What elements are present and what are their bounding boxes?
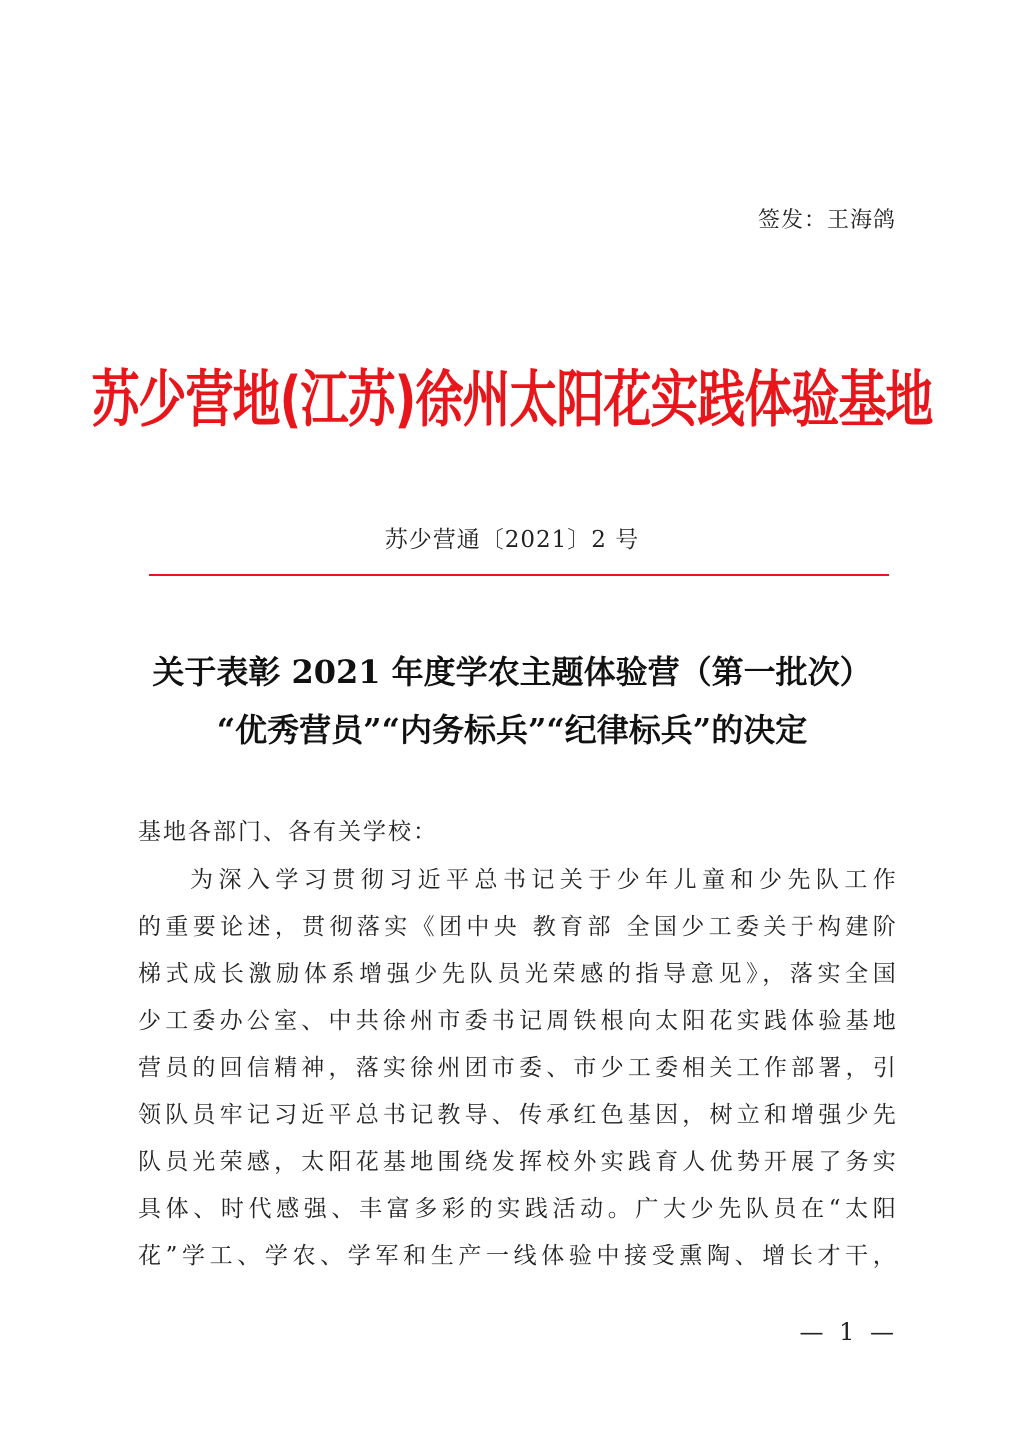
document-number: 苏少营通〔2021〕2 号 — [384, 527, 640, 553]
body-text — [138, 857, 898, 1280]
salutation: 基地各部门、各有关学校： — [138, 819, 438, 845]
body-line: 少工委办公室、中共徐州市委书记周铁根向太阳花实践体验基地 — [138, 1008, 898, 1034]
signer: 签发：王海鸽 — [757, 208, 896, 233]
document-title — [0, 643, 1024, 759]
body-line: 为深入学习贯彻习近平总书记关于少年儿童和少先队工作 — [190, 867, 898, 893]
body-line: 营员的回信精神，落实徐州团市委、市少工委相关工作部署，引 — [138, 1055, 898, 1081]
page-number: — 1 — — [799, 1318, 898, 1346]
body-line: 的重要论述，贯彻落实《团中央 教育部 全国少工委关于构建阶 — [138, 914, 898, 940]
title-line-1: 关于表彰 2021 年度学农主题体验营（第一批次） — [152, 653, 872, 691]
body-line: 梯式成长激励体系增强少先队员光荣感的指导意见》，落实全国 — [138, 961, 898, 987]
body-line: 领队员牢记习近平总书记教导、传承红色基因，树立和增强少先 — [138, 1102, 898, 1128]
title-line-2: “优秀营员”“内务标兵”“纪律标兵”的决定 — [216, 711, 808, 749]
body-line: 具体、时代感强、丰富多彩的实践活动。广大少先队员在“太阳 — [138, 1196, 898, 1222]
org-header: 苏少营地(江苏)徐州太阳花实践体验基地 — [91, 364, 933, 436]
red-divider-line — [149, 574, 889, 576]
body-line: 花”学工、学农、学军和生产一线体验中接受熏陶、增长才干， — [138, 1243, 898, 1269]
body-line: 队员光荣感，太阳花基地围绕发挥校外实践育人优势开展了务实 — [138, 1149, 898, 1175]
